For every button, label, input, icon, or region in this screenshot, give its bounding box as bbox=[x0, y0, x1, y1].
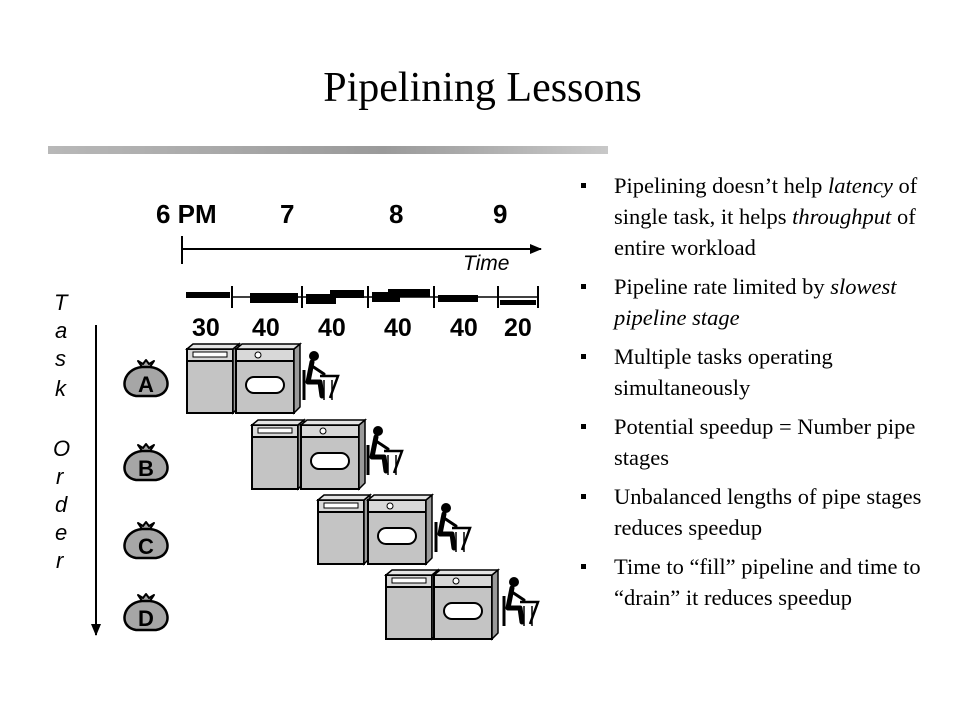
hour-label-9: 9 bbox=[493, 199, 508, 229]
laundry-bag-icon-c bbox=[125, 522, 168, 559]
axis-letter: k bbox=[55, 376, 66, 401]
lesson-item bbox=[575, 551, 955, 613]
duration-label-3: 40 bbox=[318, 314, 346, 342]
lesson-item bbox=[575, 271, 955, 333]
lesson-text: of single task, it helps bbox=[614, 173, 918, 229]
axis-letter: e bbox=[55, 520, 68, 545]
lesson-item bbox=[575, 170, 955, 263]
task-label-c: C bbox=[138, 534, 154, 559]
lesson-emphasis: slowest pipeline stage bbox=[614, 274, 897, 330]
task-order-axis-label bbox=[53, 290, 70, 573]
dryer-icon bbox=[301, 420, 365, 489]
lesson-text: Multiple tasks operating simultaneously bbox=[614, 344, 833, 400]
lessons-list bbox=[575, 170, 955, 621]
lesson-text: Pipeline rate limited by bbox=[614, 274, 831, 299]
folding-person-icon bbox=[368, 426, 402, 475]
lesson-text: Unbalanced lengths of pipe stages reduces speedup bbox=[614, 484, 922, 540]
bullet-icon bbox=[581, 564, 586, 569]
task-label-a: A bbox=[138, 372, 154, 397]
axis-letter: T bbox=[54, 290, 68, 315]
lesson-item bbox=[575, 341, 955, 403]
bullet-icon bbox=[581, 494, 586, 499]
axis-letter: r bbox=[56, 548, 64, 573]
folding-person-icon bbox=[504, 577, 538, 626]
time-axis-label: Time bbox=[463, 252, 510, 275]
dryer-icon bbox=[434, 570, 498, 639]
task-label-d: D bbox=[138, 606, 154, 631]
axis-letter: s bbox=[55, 346, 66, 371]
bullet-icon bbox=[581, 424, 586, 429]
lesson-text: of entire workload bbox=[614, 204, 916, 260]
duration-label-1: 30 bbox=[192, 314, 220, 342]
task-label-b: B bbox=[138, 456, 154, 481]
stage-duration-bar bbox=[186, 286, 538, 308]
folding-person-icon bbox=[436, 503, 470, 552]
lesson-item bbox=[575, 411, 955, 473]
laundry-bag-icon-a bbox=[125, 360, 168, 397]
hour-label-7: 7 bbox=[280, 199, 295, 229]
bullet-icon bbox=[581, 354, 586, 359]
lesson-emphasis: throughput bbox=[792, 204, 892, 229]
laundry-bag-icon-d bbox=[125, 594, 168, 631]
dryer-icon bbox=[368, 495, 432, 564]
axis-letter: d bbox=[55, 492, 68, 517]
washer-icon bbox=[252, 420, 304, 489]
lesson-text: Time to “fill” pipeline and time to “drain” it reduces speedup bbox=[614, 554, 921, 610]
lesson-emphasis: latency bbox=[827, 173, 893, 198]
hour-label-8: 8 bbox=[389, 199, 404, 229]
axis-letter: a bbox=[55, 318, 68, 343]
dryer-icon bbox=[236, 344, 300, 413]
washer-icon bbox=[318, 495, 370, 564]
washer-icon bbox=[187, 344, 239, 413]
bullet-icon bbox=[581, 183, 586, 188]
lesson-text: Potential speedup = Number pipe stages bbox=[614, 414, 916, 470]
duration-label-6: 20 bbox=[504, 314, 532, 342]
slide-title: Pipelining Lessons bbox=[323, 65, 642, 111]
duration-label-5: 40 bbox=[450, 314, 478, 342]
washer-icon bbox=[386, 570, 438, 639]
duration-label-2: 40 bbox=[252, 314, 280, 342]
lesson-item bbox=[575, 481, 955, 543]
hour-label-6pm: 6 PM bbox=[156, 199, 217, 229]
laundry-bag-icon-b bbox=[125, 444, 168, 481]
bullet-icon bbox=[581, 284, 586, 289]
axis-letter: r bbox=[56, 464, 64, 489]
axis-letter: O bbox=[53, 436, 71, 461]
folding-person-icon bbox=[304, 351, 338, 400]
lesson-text: Pipelining doesn’t help bbox=[614, 173, 828, 198]
duration-label-4: 40 bbox=[384, 314, 412, 342]
